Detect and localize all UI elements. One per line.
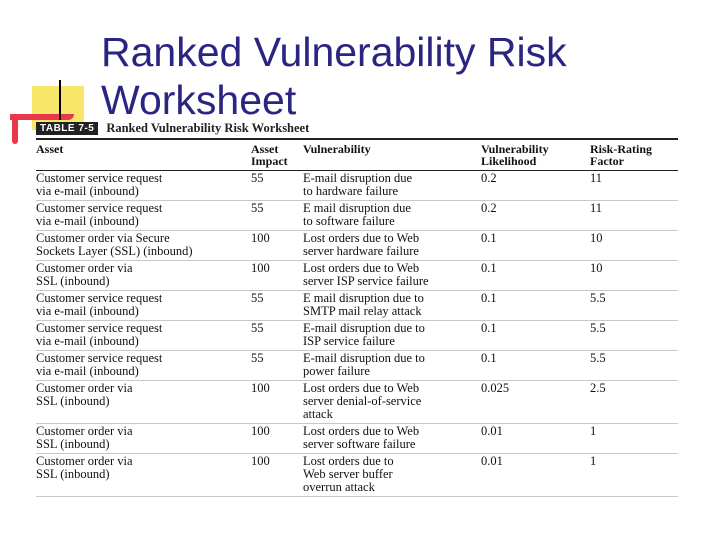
cell-risk-rating-factor: 5.5 [590, 321, 606, 335]
cell-vulnerability: Lost orders due to Web server hardware failure [303, 231, 420, 258]
table-row [36, 171, 678, 201]
header-vulnerability: Vulnerability [303, 142, 371, 156]
cell-vulnerability: E-mail disruption due to power failure [303, 351, 425, 378]
table-row [36, 424, 678, 454]
cell-asset-impact: 55 [251, 291, 264, 305]
cell-asset: Customer order via Secure Sockets Layer (SSL) (inbound) [36, 231, 193, 258]
cell-vulnerability: Lost orders due to Web server software failure [303, 424, 420, 451]
header-asset: Asset [36, 142, 64, 156]
cell-asset-impact: 55 [251, 321, 264, 335]
table-body [36, 171, 678, 497]
cell-vulnerability: E mail disruption due to SMTP mail relay attack [303, 291, 424, 318]
cell-asset: Customer order via SSL (inbound) [36, 454, 133, 481]
cell-asset: Customer order via SSL (inbound) [36, 381, 133, 408]
cell-vulnerability-likelihood: 0.1 [481, 321, 497, 335]
cell-asset-impact: 100 [251, 454, 270, 468]
cell-vulnerability-likelihood: 0.1 [481, 351, 497, 365]
cell-asset: Customer service request via e-mail (inbound) [36, 171, 163, 198]
cell-vulnerability-likelihood: 0.025 [481, 381, 510, 395]
cell-vulnerability: E mail disruption due to software failure [303, 201, 411, 228]
cell-risk-rating-factor: 10 [590, 231, 603, 245]
cell-vulnerability-likelihood: 0.1 [481, 291, 497, 305]
cell-asset-impact: 100 [251, 381, 270, 395]
decorative-red-hook [12, 114, 18, 144]
cell-asset: Customer order via SSL (inbound) [36, 424, 133, 451]
cell-vulnerability: E-mail disruption due to ISP service failure [303, 321, 425, 348]
cell-risk-rating-factor: 2.5 [590, 381, 606, 395]
decorative-black-line [59, 80, 61, 120]
table-row [36, 381, 678, 424]
table-row [36, 201, 678, 231]
header-risk-rating-factor: Risk-Rating Factor [590, 142, 653, 168]
cell-vulnerability-likelihood: 0.2 [481, 201, 497, 215]
cell-risk-rating-factor: 1 [590, 454, 597, 468]
header-vulnerability-likelihood: Vulnerability Likelihood [481, 142, 549, 168]
risk-worksheet-table [36, 138, 678, 497]
cell-vulnerability: Lost orders due to Web server denial-of-service attack [303, 381, 422, 421]
table-row [36, 291, 678, 321]
table-row [36, 351, 678, 381]
cell-asset-impact: 55 [251, 201, 264, 215]
cell-risk-rating-factor: 11 [590, 171, 603, 185]
cell-asset-impact: 55 [251, 351, 264, 365]
cell-asset-impact: 55 [251, 171, 264, 185]
cell-asset: Customer service request via e-mail (inbound) [36, 321, 163, 348]
cell-asset: Customer order via SSL (inbound) [36, 261, 133, 288]
cell-risk-rating-factor: 11 [590, 201, 603, 215]
cell-asset: Customer service request via e-mail (inbound) [36, 291, 163, 318]
cell-risk-rating-factor: 5.5 [590, 291, 606, 305]
cell-vulnerability-likelihood: 0.2 [481, 171, 497, 185]
cell-vulnerability-likelihood: 0.01 [481, 454, 503, 468]
cell-vulnerability-likelihood: 0.1 [481, 261, 497, 275]
cell-asset: Customer service request via e-mail (inbound) [36, 351, 163, 378]
cell-vulnerability: E-mail disruption due to hardware failure [303, 171, 413, 198]
cell-vulnerability-likelihood: 0.1 [481, 231, 497, 245]
table-header-row [36, 140, 678, 171]
table-row [36, 261, 678, 291]
cell-asset-impact: 100 [251, 261, 270, 275]
slide-title: Ranked Vulnerability Risk Worksheet [101, 29, 567, 123]
table-row [36, 321, 678, 351]
cell-risk-rating-factor: 10 [590, 261, 603, 275]
decorative-red-line [10, 114, 74, 120]
table-number: TABLE 7-5 [36, 122, 98, 135]
cell-vulnerability: Lost orders due to Web server buffer overrun attack [303, 454, 394, 494]
cell-vulnerability: Lost orders due to Web server ISP service failure [303, 261, 429, 288]
cell-vulnerability-likelihood: 0.01 [481, 424, 503, 438]
cell-asset-impact: 100 [251, 424, 270, 438]
cell-asset: Customer service request via e-mail (inbound) [36, 201, 163, 228]
table-title: Ranked Vulnerability Risk Worksheet [106, 121, 310, 135]
cell-risk-rating-factor: 5.5 [590, 351, 606, 365]
cell-risk-rating-factor: 1 [590, 424, 597, 438]
table-row [36, 454, 678, 497]
header-asset-impact: Asset Impact [251, 142, 288, 168]
cell-asset-impact: 100 [251, 231, 270, 245]
table-row [36, 231, 678, 261]
